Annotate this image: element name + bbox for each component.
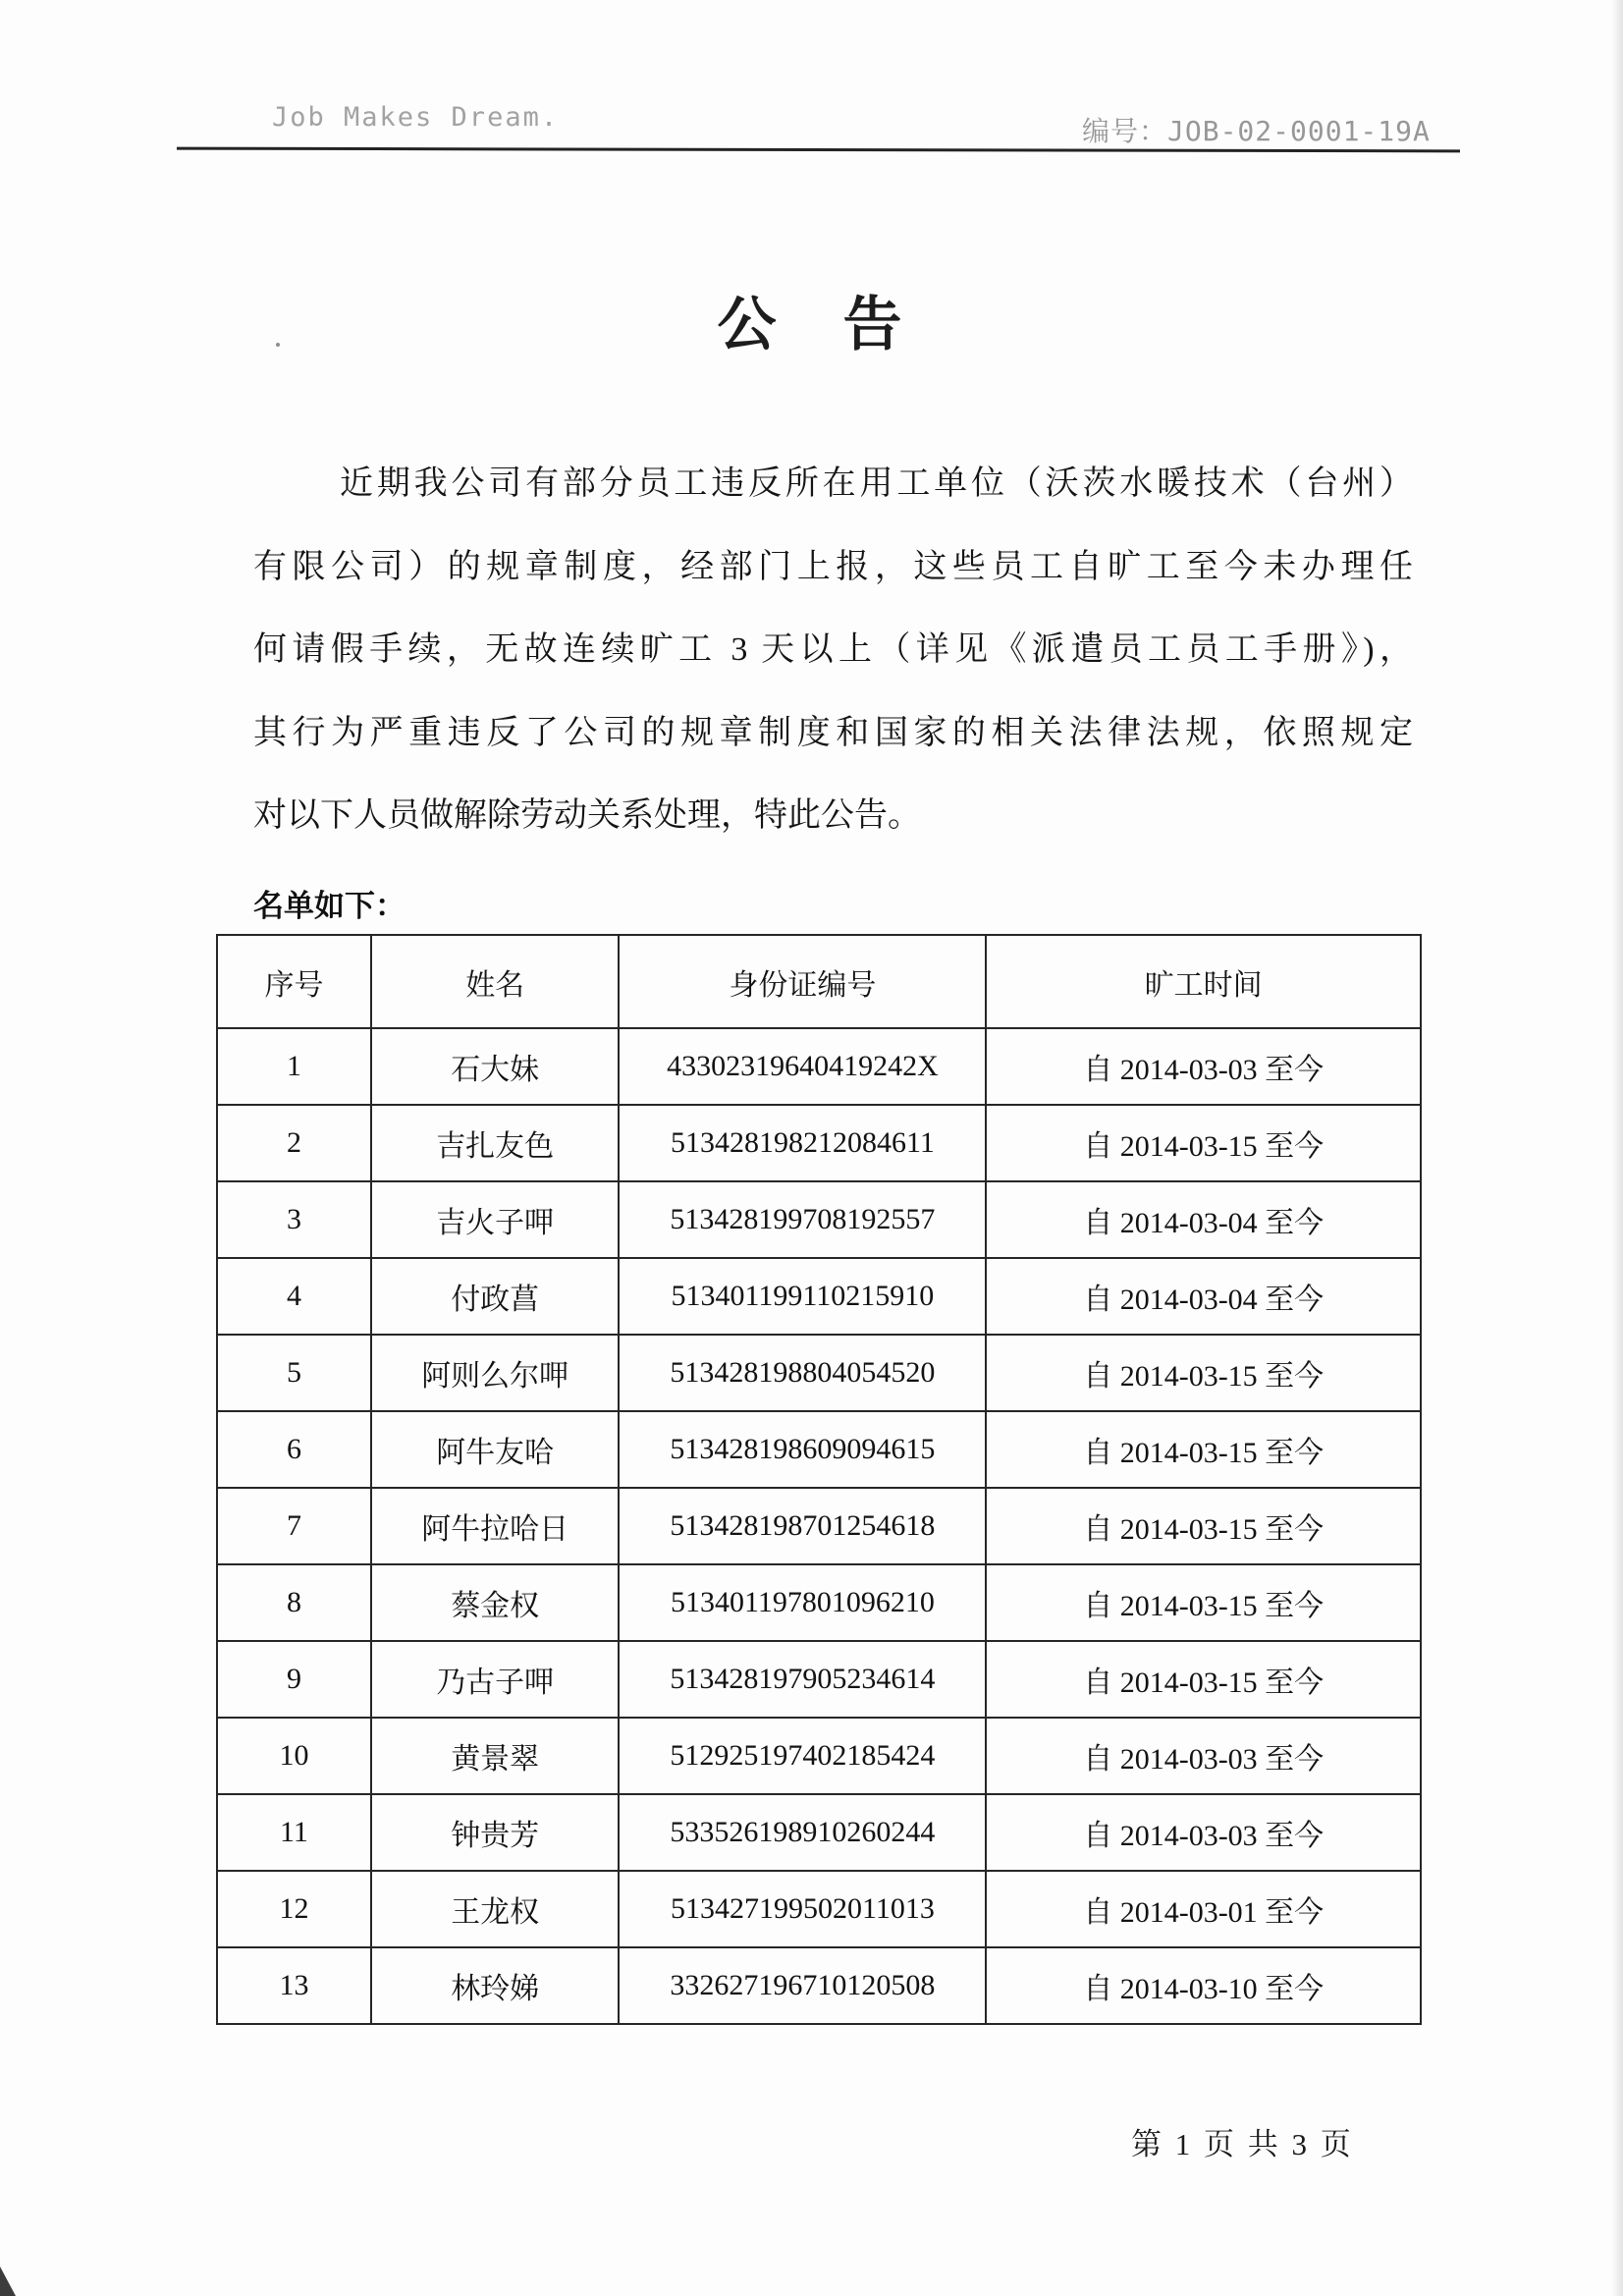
employee-name-cell: 阿则么尔呷: [371, 1335, 620, 1411]
id-card-number-cell: 43302319640419242X: [619, 1028, 986, 1105]
absence-period-cell: 自 2014-03-15 至今: [986, 1641, 1421, 1718]
absence-period-cell: 自 2014-03-03 至今: [986, 1718, 1421, 1794]
id-card-number-cell: 513428198701254618: [619, 1488, 986, 1564]
serial-number-cell: 3: [217, 1181, 371, 1258]
page-title: 公 告: [717, 293, 906, 357]
table-row: [217, 1028, 1421, 1105]
employee-name-cell: 黄景翠: [371, 1718, 620, 1794]
serial-number-cell: 2: [217, 1105, 371, 1181]
table-row: [217, 1641, 1421, 1718]
paragraph-line: 对以下人员做解除劳动关系处理，特此公告。: [253, 797, 921, 834]
document-number: 编号：JOB-02-0001-19A: [1082, 115, 1431, 147]
absence-period-cell: 自 2014-03-03 至今: [986, 1028, 1421, 1105]
table-row: [217, 1488, 1421, 1564]
table-row: [217, 1411, 1421, 1488]
column-header-id-card-number: 身份证编号: [619, 935, 986, 1028]
serial-number-cell: 11: [217, 1794, 371, 1871]
column-header-serial-number: 序号: [217, 935, 371, 1028]
id-card-number-cell: 513428198609094615: [619, 1411, 986, 1488]
id-card-number-cell: 513428198804054520: [619, 1335, 986, 1411]
scan-speck-artifact: [276, 343, 280, 347]
paragraph-line: 其行为严重违反了公司的规章制度和国家的相关法律法规，依照规定: [253, 714, 1413, 751]
serial-number-cell: 8: [217, 1564, 371, 1641]
employee-name-cell: 吉火子呷: [371, 1181, 620, 1258]
column-header-employee-name: 姓名: [371, 935, 620, 1028]
absence-period-cell: 自 2014-03-15 至今: [986, 1335, 1421, 1411]
table-row: [217, 1258, 1421, 1335]
paragraph-line: 何请假手续，无故连续旷工 3 天以上（详见《派遣员工员工手册》)，: [253, 631, 1413, 668]
roster-table: [216, 934, 1422, 2025]
id-card-number-cell: 513428197905234614: [619, 1641, 986, 1718]
roster-list-label: 名单如下：: [253, 889, 406, 923]
letterhead: [0, 0, 1623, 157]
company-slogan: Job Makes Dream.: [272, 102, 560, 133]
id-card-number-cell: 513401199110215910: [619, 1258, 986, 1335]
id-card-number-cell: 533526198910260244: [619, 1794, 986, 1871]
serial-number-cell: 4: [217, 1258, 371, 1335]
scan-edge-shadow: [1611, 0, 1623, 2296]
table-row: [217, 1105, 1421, 1181]
id-card-number-cell: 513428198212084611: [619, 1105, 986, 1181]
id-card-number-cell: 513428199708192557: [619, 1181, 986, 1258]
absence-period-cell: 自 2014-03-15 至今: [986, 1564, 1421, 1641]
serial-number-cell: 13: [217, 1947, 371, 2024]
serial-number-cell: 9: [217, 1641, 371, 1718]
employee-name-cell: 付政菖: [371, 1258, 620, 1335]
table-row: [217, 1871, 1421, 1947]
id-card-number-cell: 513401197801096210: [619, 1564, 986, 1641]
scan-corner-artifact: [0, 2267, 16, 2296]
employee-name-cell: 林玲娣: [371, 1947, 620, 2024]
serial-number-cell: 7: [217, 1488, 371, 1564]
id-card-number-cell: 332627196710120508: [619, 1947, 986, 2024]
employee-name-cell: 阿牛友哈: [371, 1411, 620, 1488]
column-header-absence-period: 旷工时间: [986, 935, 1421, 1028]
absence-period-cell: 自 2014-03-15 至今: [986, 1411, 1421, 1488]
absence-period-cell: 自 2014-03-03 至今: [986, 1794, 1421, 1871]
paragraph-line: 近期我公司有部分员工违反所在用工单位（沃茨水暖技术（台州）: [340, 465, 1413, 502]
absence-period-cell: 自 2014-03-04 至今: [986, 1258, 1421, 1335]
absence-period-cell: 自 2014-03-15 至今: [986, 1105, 1421, 1181]
table-row: [217, 1947, 1421, 2024]
serial-number-cell: 5: [217, 1335, 371, 1411]
serial-number-cell: 1: [217, 1028, 371, 1105]
table-row: [217, 1335, 1421, 1411]
roster-table-body: [217, 1028, 1421, 2024]
absence-period-cell: 自 2014-03-04 至今: [986, 1181, 1421, 1258]
absence-period-cell: 自 2014-03-10 至今: [986, 1947, 1421, 2024]
employee-name-cell: 石大妹: [371, 1028, 620, 1105]
table-row: [217, 1718, 1421, 1794]
employee-name-cell: 乃古子呷: [371, 1641, 620, 1718]
serial-number-cell: 12: [217, 1871, 371, 1947]
serial-number-cell: 6: [217, 1411, 371, 1488]
employee-name-cell: 王龙权: [371, 1871, 620, 1947]
id-card-number-cell: 512925197402185424: [619, 1718, 986, 1794]
employee-name-cell: 钟贵芳: [371, 1794, 620, 1871]
employee-name-cell: 吉扎友色: [371, 1105, 620, 1181]
page-number-indicator: 第 1 页 共 3 页: [1131, 2127, 1354, 2161]
absence-period-cell: 自 2014-03-01 至今: [986, 1871, 1421, 1947]
id-card-number-cell: 513427199502011013: [619, 1871, 986, 1947]
table-row: [217, 1564, 1421, 1641]
table-row: [217, 1794, 1421, 1871]
announcement-paragraph: [253, 460, 1413, 875]
serial-number-cell: 10: [217, 1718, 371, 1794]
roster-table-header-row: [217, 935, 1421, 1028]
table-row: [217, 1181, 1421, 1258]
absence-period-cell: 自 2014-03-15 至今: [986, 1488, 1421, 1564]
employee-name-cell: 蔡金权: [371, 1564, 620, 1641]
employee-name-cell: 阿牛拉哈日: [371, 1488, 620, 1564]
paragraph-line: 有限公司）的规章制度，经部门上报，这些员工自旷工至今未办理任: [253, 548, 1413, 585]
